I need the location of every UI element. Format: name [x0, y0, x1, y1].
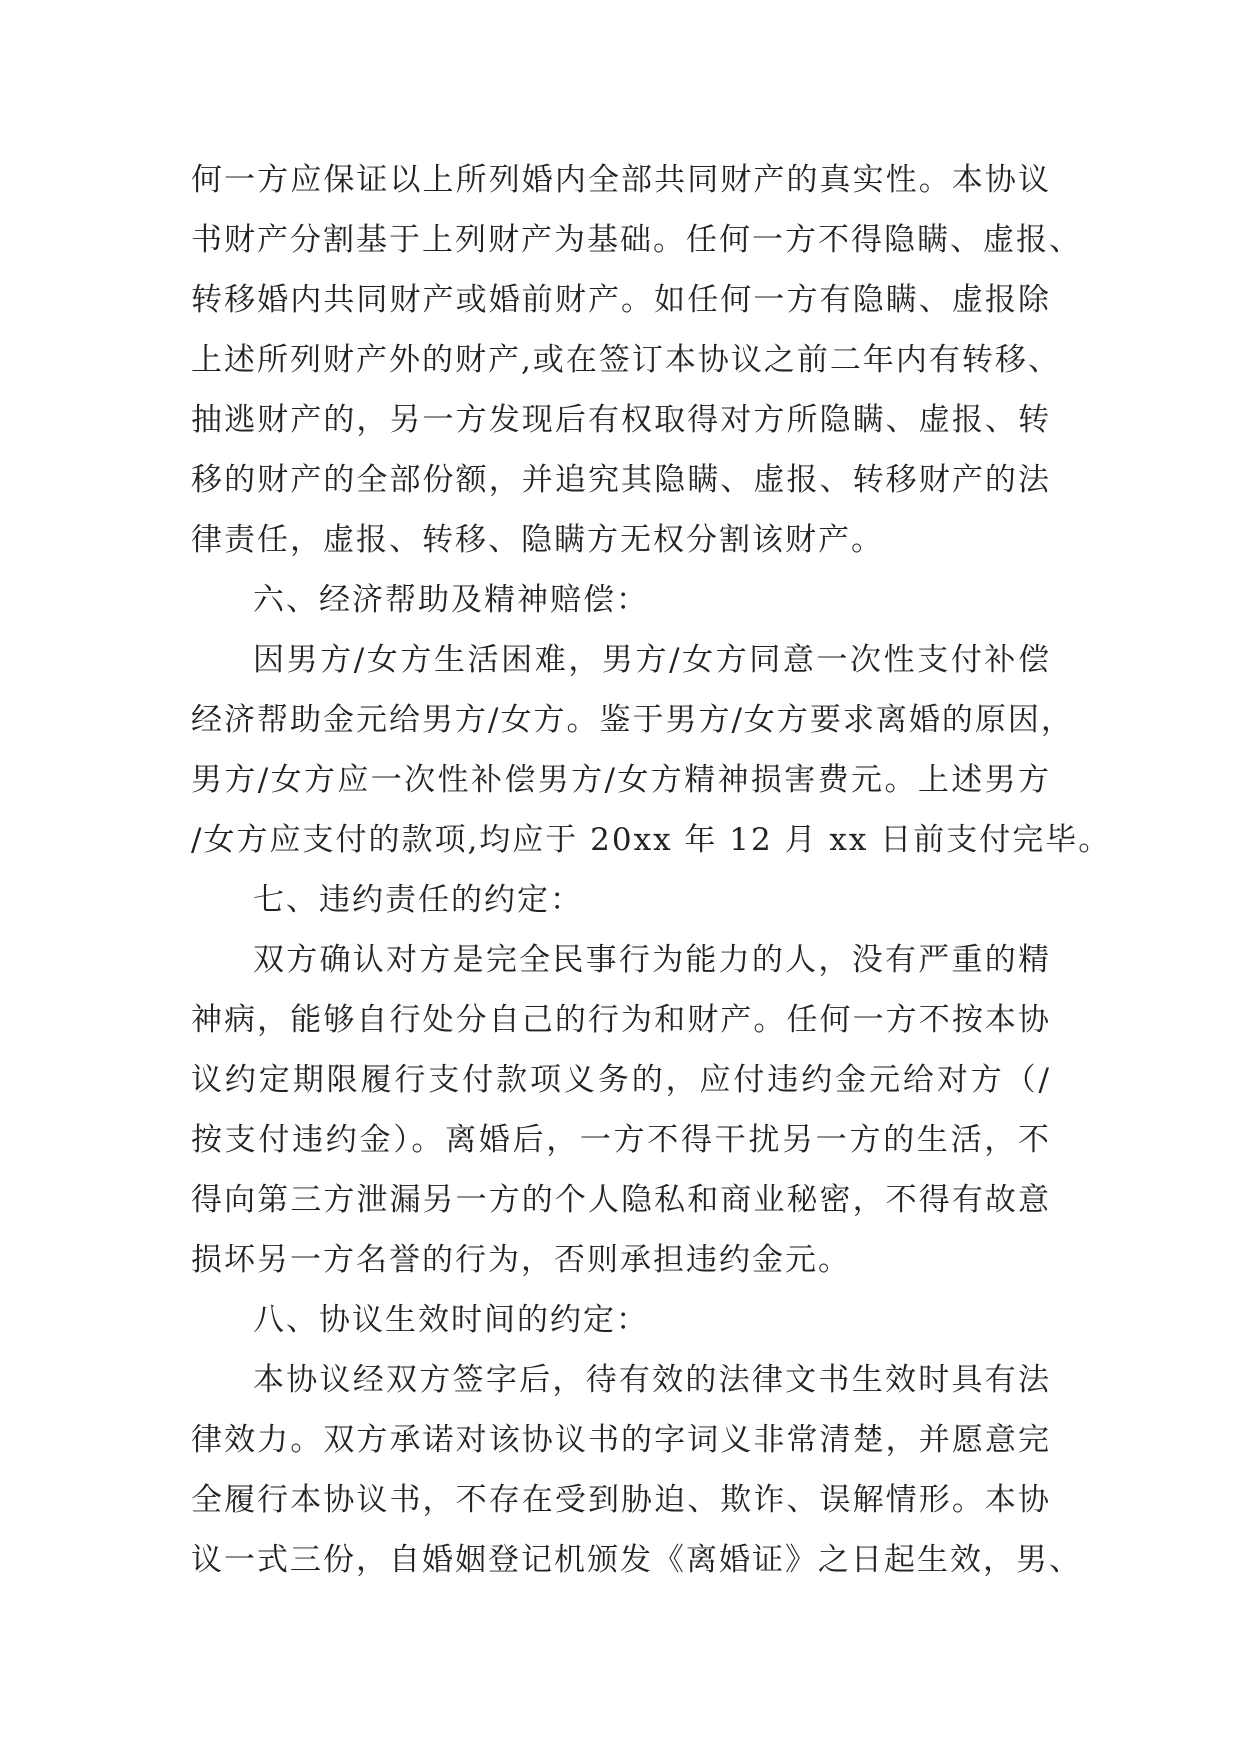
- text-line: 律责任，虚报、转移、隐瞒方无权分割该财产。: [191, 522, 884, 558]
- text-line: 本协议经双方签字后，待有效的法律文书生效时具有法: [253, 1362, 1051, 1398]
- section-heading: 六、经济帮助及精神赔偿：: [253, 582, 649, 618]
- text-line: 上述所列财产外的财产,或在签订本协议之前二年内有转移、: [191, 342, 1061, 378]
- text-line: /女方应支付的款项,均应于 20xx 年 12 月 xx 日前支付完毕。: [191, 822, 1112, 858]
- text-line: 议一式三份，自婚姻登记机颁发《离婚证》之日起生效，男、: [191, 1542, 1082, 1578]
- text-line: 按支付违约金）。离婚后，一方不得干扰另一方的生活，不: [191, 1122, 1051, 1158]
- text-line: 得向第三方泄漏另一方的个人隐私和商业秘密，不得有故意: [191, 1182, 1051, 1218]
- text-line: 经济帮助金元给男方/女方。鉴于男方/女方要求离婚的原因，: [191, 702, 1074, 738]
- text-line: 抽逃财产的，另一方发现后有权取得对方所隐瞒、虚报、转: [191, 402, 1051, 438]
- text-line: 议约定期限履行支付款项义务的，应付违约金元给对方（/: [191, 1062, 1051, 1098]
- text-line: 何一方应保证以上所列婚内全部共同财产的真实性。本协议: [191, 162, 1051, 198]
- document-body: [191, 150, 1112, 1590]
- text-line: 转移婚内共同财产或婚前财产。如任何一方有隐瞒、虚报除: [191, 282, 1051, 318]
- text-line: 因男方/女方生活困难，男方/女方同意一次性支付补偿: [253, 642, 1051, 678]
- text-line: 神病，能够自行处分自己的行为和财产。任何一方不按本协: [191, 1002, 1051, 1038]
- text-line: 双方确认对方是完全民事行为能力的人，没有严重的精: [253, 942, 1051, 978]
- text-line: 律效力。双方承诺对该协议书的字词义非常清楚，并愿意完: [191, 1422, 1051, 1458]
- text-line: 全履行本协议书，不存在受到胁迫、欺诈、误解情形。本协: [191, 1482, 1051, 1518]
- section-heading: 八、协议生效时间的约定：: [253, 1302, 649, 1338]
- text-line: 书财产分割基于上列财产为基础。任何一方不得隐瞒、虚报、: [191, 222, 1082, 258]
- text-line: 损坏另一方名誉的行为，否则承担违约金元。: [191, 1242, 851, 1278]
- section-heading: 七、违约责任的约定：: [253, 882, 583, 918]
- text-line: 男方/女方应一次性补偿男方/女方精神损害费元。上述男方: [191, 762, 1051, 798]
- text-line: 移的财产的全部份额，并追究其隐瞒、虚报、转移财产的法: [191, 462, 1051, 498]
